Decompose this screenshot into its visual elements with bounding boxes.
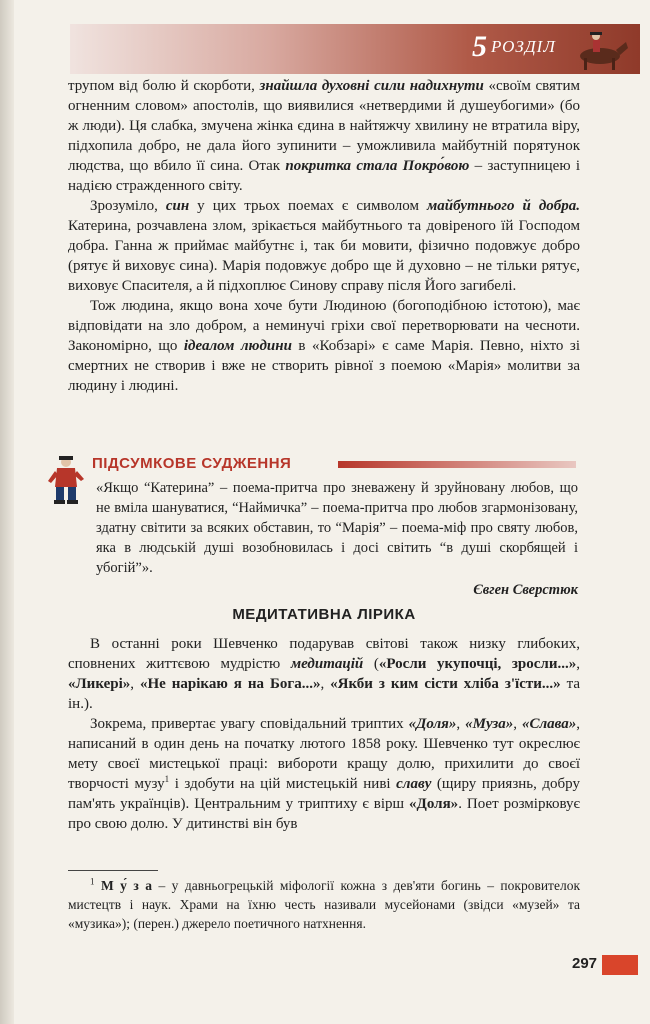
text-run: у цих трьох поемах є символом <box>189 198 428 214</box>
text-run: «Якби з ким сісти хліба з'їсти...» <box>330 676 561 692</box>
chapter-label <box>472 30 556 64</box>
text-run: , написаний в один день на початку лютого 1858 року. Шевченко тут окреслює мету своєї мистецької праці: вибороти кращу долю, прихилити до своєї творчості музу <box>68 716 581 792</box>
text-run: «Слава» <box>521 716 577 732</box>
text-run: трупом від болю й скорботи, <box>68 78 260 94</box>
text-run: В останні роки Шевченко подарував світові також низку глибоких, сповнених життєвою мудрістю <box>68 636 580 672</box>
text-run: , <box>130 676 140 692</box>
text-run: ( <box>363 656 379 672</box>
page-number: 297 <box>572 955 598 972</box>
section-title: МЕДИТАТИВНА ЛІРИКА <box>232 606 416 623</box>
text-run: – у давньогрецькій міфології кожна з дев'яти богинь – покровителок мистецтв і наук. Храми на їхню честь називали мусейонами (звідси «музей» та «музика»); (перен.) джерело поетичного натхнення. <box>68 878 580 931</box>
text-run: «Ликері» <box>68 676 131 692</box>
text-run: в «Кобзарі» є саме Марія. Певно, ніхто зі смертних не створив і вже не створить рівної з поемою «Марія» молитви за людину і людині. <box>68 338 581 394</box>
text-run: М у́ з а <box>94 878 152 893</box>
cossack-figure-icon <box>46 455 86 505</box>
page-number-flag <box>602 955 638 975</box>
text-run: , <box>576 656 580 672</box>
text-run: майбутнього й добра. <box>427 198 581 214</box>
summary-quote-block <box>96 478 578 600</box>
continued-text <box>68 76 580 396</box>
text-run: , <box>320 676 331 692</box>
text-run: «Доля» <box>409 796 459 812</box>
text-run: син <box>165 198 190 214</box>
text-run: славу <box>396 776 432 792</box>
quote-author: Євген Сверстюк <box>473 582 578 598</box>
quote-text: «Якщо “Катерина” – поема-притча про зневажену й зруйновану любов, що не вміла шануватися, “Наймичка” – поема-притча про любов згармонізовану, здатну світити за всяких обставин, то “Марія” – поема-міф про святу любов, яка в людській душі возобновилась і досі світить “в душі скорбящей і убогій”». <box>96 480 578 576</box>
paragraph <box>68 714 580 834</box>
text-run: медитацій <box>290 656 364 672</box>
paragraph <box>68 634 580 714</box>
summary-divider <box>338 461 576 468</box>
text-run: ідеалом людини <box>183 338 292 354</box>
text-run: Тож людина, якщо вона хоче бути Людиною (богоподібною істотою), має відповідати на зло добром, а неминучі гріхи свої перетворювати на чесноти. Закономірно, що <box>68 298 580 354</box>
text-run: . Поет розмірковує про свою долю. У дитинстві він був <box>68 796 580 832</box>
footnote-marker: 1 <box>164 774 170 784</box>
section-text <box>68 634 580 834</box>
text-run: «Не нарікаю я на Бога...» <box>139 676 321 692</box>
text-run: «Доля» <box>408 716 457 732</box>
text-run: Зрозуміло, <box>90 198 166 214</box>
chapter-number: 5 <box>472 30 487 63</box>
text-run: покритка стала Покро́вою <box>285 158 470 174</box>
text-run: «своїм святим огненним словом» апостолів, що виявилися «нетвердими й душеубогими» (бо ж люди). Ця слабка, змучена жінка єдина в найтяжчу хвилину не втратила віру, підхопила добро, не дала його зупинити – уможливила майбутній порятунок людства, що вбило її сина. Отак <box>68 78 580 174</box>
text-run: знайшла духовні сили надихнути <box>259 78 484 94</box>
footnote-text <box>68 876 580 933</box>
chapter-word: РОЗДІЛ <box>491 37 556 56</box>
paragraph <box>68 196 580 296</box>
text-run: «Муза» <box>465 716 514 732</box>
text-run: – заступницею і надією стражденного світу. <box>68 158 580 194</box>
paragraph <box>68 296 580 396</box>
text-run: , <box>513 716 522 732</box>
page-edge <box>0 0 14 1024</box>
text-run: Зокрема, привертає увагу сповідальний триптих <box>90 716 409 732</box>
paragraph <box>68 76 580 196</box>
footnote-rule <box>68 870 158 871</box>
text-run: та ін.). <box>68 676 581 712</box>
cossack-horseman-icon <box>560 28 630 70</box>
footnote-marker: 1 <box>90 876 95 887</box>
text-run: , <box>456 716 466 732</box>
text-run: і здобути на цій мистецькій ниві <box>169 776 397 792</box>
summary-title: ПІДСУМКОВЕ СУДЖЕННЯ <box>92 455 292 472</box>
text-run: (щиру приязнь, добру пам'ять українців). Центральним у триптиху є вірш <box>68 776 580 812</box>
text-run: Катерина, розчавлена злом, зрікається майбутнього та довіреного їй Господом добра. Ганна ж приймає майбутнє і, так би мовити, фізично подовжує добро (рятує й виховує сина). Марія подовжує добро ще й духовно – не тільки рятує, виховує Спасителя, а й підхоплює Синову справу після Його загибелі. <box>68 218 580 294</box>
footnote <box>68 876 580 933</box>
text-run: «Росли укупочці, зросли...» <box>378 656 577 672</box>
